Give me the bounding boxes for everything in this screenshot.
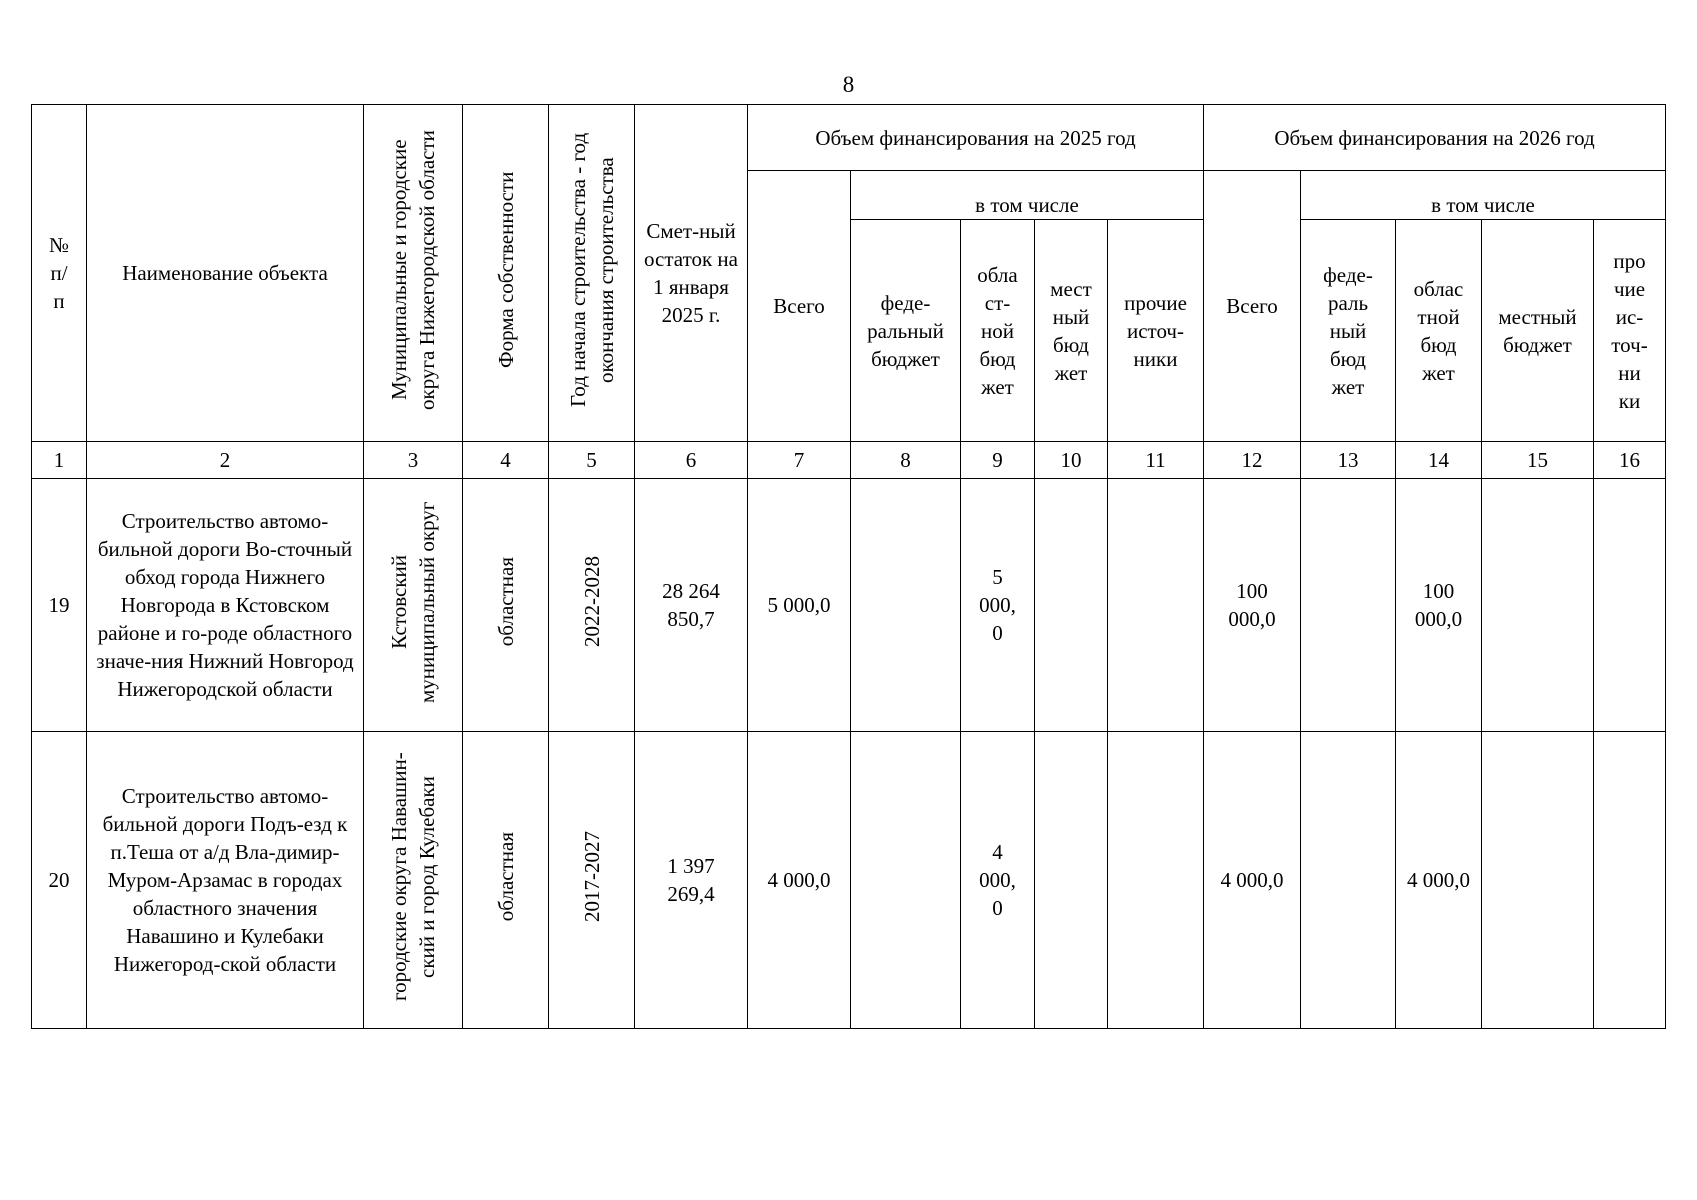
row-ownership: областная	[463, 732, 549, 1029]
row-mest-2025	[1035, 479, 1108, 732]
header-obl-2026: облас тной бюд жет	[1396, 220, 1482, 442]
col-number: 6	[635, 442, 748, 479]
col-number: 12	[1204, 442, 1301, 479]
row-proch-2026	[1594, 732, 1666, 1029]
row-obl-2025: 4 000, 0	[961, 732, 1035, 1029]
row-years: 2017-2027	[549, 732, 635, 1029]
row-years: 2022-2028	[549, 479, 635, 732]
row-remainder: 1 397 269,4	[635, 732, 748, 1029]
col-number: 7	[748, 442, 851, 479]
row-mest-2026	[1482, 732, 1594, 1029]
row-district: Кстовский муниципальный округ	[364, 479, 463, 732]
header-remainder: Смет-ный остаток на 1 января 2025 г.	[635, 105, 748, 442]
header-district: Муниципальные и городские округа Нижегородской области	[364, 105, 463, 442]
col-number: 3	[364, 442, 463, 479]
header-years: Год начала строительства - год окончания строительства	[549, 105, 635, 442]
row-proch-2025	[1108, 732, 1204, 1029]
header-total-2025: Всего	[748, 171, 851, 442]
col-number: 15	[1482, 442, 1594, 479]
header-fed-2026: феде-раль ный бюд жет	[1301, 220, 1396, 442]
col-number: 5	[549, 442, 635, 479]
header-obl-2025: обла ст-ной бюд жет	[961, 220, 1035, 442]
header-proch-2025: прочие источ-ники	[1108, 220, 1204, 442]
col-number: 1	[32, 442, 87, 479]
col-number: 8	[851, 442, 961, 479]
col-number: 11	[1108, 442, 1204, 479]
row-fed-2025	[851, 479, 961, 732]
financing-table	[31, 104, 1666, 1029]
row-ownership: областная	[463, 479, 549, 732]
header-num: № п/п	[32, 105, 87, 442]
row-total-2026: 4 000,0	[1204, 732, 1301, 1029]
col-number: 2	[87, 442, 364, 479]
header-fed-2025: феде-ральный бюджет	[851, 220, 961, 442]
row-fed-2025	[851, 732, 961, 1029]
header-total-2026: Всего	[1204, 171, 1301, 442]
col-number: 13	[1301, 442, 1396, 479]
col-number: 4	[463, 442, 549, 479]
header-proch-2026: про чие ис-точ-ни ки	[1594, 220, 1666, 442]
row-total-2025: 5 000,0	[748, 479, 851, 732]
header-mest-2026: местный бюджет	[1482, 220, 1594, 442]
header-incl-2025: в том числе	[851, 171, 1204, 220]
row-district: городские округа Навашин-ский и город Кулебаки	[364, 732, 463, 1029]
header-mest-2025: мест ный бюд жет	[1035, 220, 1108, 442]
row-total-2025: 4 000,0	[748, 732, 851, 1029]
col-number: 10	[1035, 442, 1108, 479]
row-mest-2026	[1482, 479, 1594, 732]
row-proch-2025	[1108, 479, 1204, 732]
row-fed-2026	[1301, 732, 1396, 1029]
row-num: 19	[32, 479, 87, 732]
row-proch-2026	[1594, 479, 1666, 732]
row-num: 20	[32, 732, 87, 1029]
row-name: Строительство автомо-бильной дороги Подъ-езд к п.Теша от а/д Вла-димир-Муром-Арзамас в городах областного значения Навашино и Кулебаки Нижегород-ской области	[87, 732, 364, 1029]
table-row	[32, 479, 1666, 732]
header-ownership: Форма собственности	[463, 105, 549, 442]
row-obl-2025: 5 000, 0	[961, 479, 1035, 732]
col-number: 16	[1594, 442, 1666, 479]
row-fed-2026	[1301, 479, 1396, 732]
header-group-2025: Объем финансирования на 2025 год	[748, 105, 1204, 171]
table-row	[32, 732, 1666, 1029]
page-number: 8	[842, 72, 855, 97]
row-remainder: 28 264 850,7	[635, 479, 748, 732]
row-name: Строительство автомо-бильной дороги Во-сточный обход города Нижнего Новгорода в Кстовском районе и го-роде областного значе-ния Нижний Новгород Нижегородской области	[87, 479, 364, 732]
col-number: 9	[961, 442, 1035, 479]
row-obl-2026: 100 000,0	[1396, 479, 1482, 732]
header-name: Наименование объекта	[87, 105, 364, 442]
header-incl-2026: в том числе	[1301, 171, 1666, 220]
row-total-2026: 100 000,0	[1204, 479, 1301, 732]
header-group-2026: Объем финансирования на 2026 год	[1204, 105, 1666, 171]
col-number: 14	[1396, 442, 1482, 479]
row-obl-2026: 4 000,0	[1396, 732, 1482, 1029]
row-mest-2025	[1035, 732, 1108, 1029]
column-numbers-row	[32, 442, 1666, 479]
